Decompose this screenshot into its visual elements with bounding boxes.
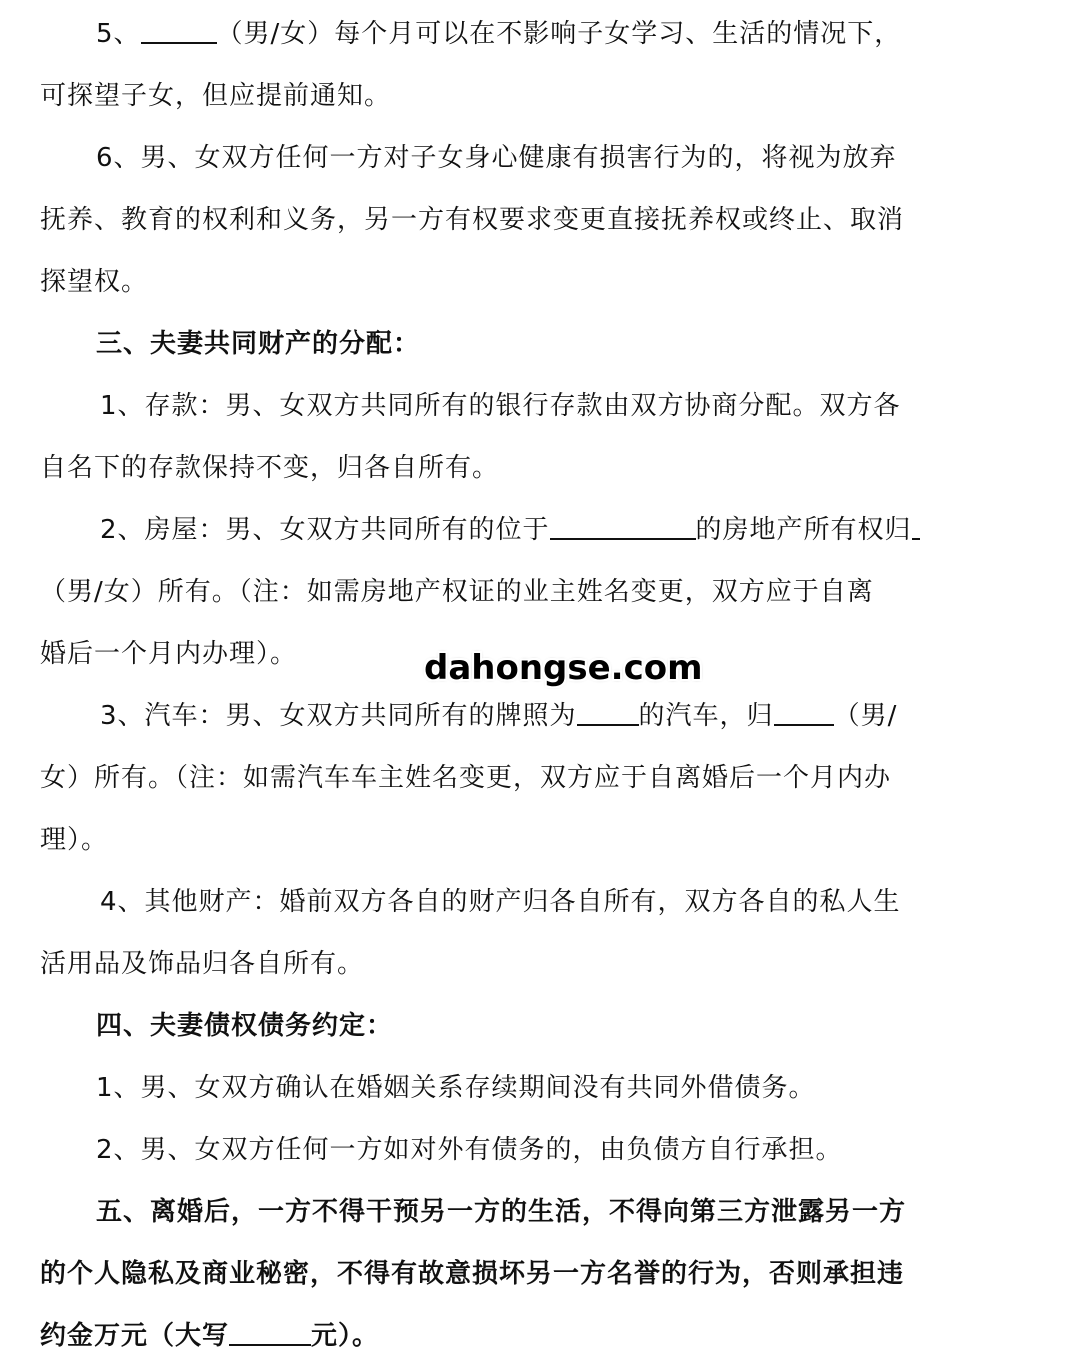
property-3-line-1 bbox=[100, 694, 1080, 738]
blank-underline bbox=[550, 508, 696, 540]
blank-underline bbox=[141, 12, 217, 44]
item-6-line-2: 抚养、教育的权利和义务，另一方有权要求变更直接抚养权或终止、取消 bbox=[40, 205, 905, 235]
watermark: dahongse.com bbox=[424, 648, 703, 688]
debt-2-line: 2、男、女双方任何一方如对外有债务的，由负债方自行承担。 bbox=[96, 1135, 843, 1165]
blank-underline bbox=[912, 508, 920, 540]
blank-underline bbox=[577, 694, 639, 726]
section-5-line-2: 的个人隐私及商业秘密，不得有故意损坏另一方名誉的行为，否则承担违 bbox=[40, 1259, 905, 1289]
property-2-line-1 bbox=[100, 508, 1080, 552]
property-2-line-3: 婚后一个月内办理）。 bbox=[40, 639, 298, 669]
section-5-line-1: 五、离婚后，一方不得干预另一方的生活，不得向第三方泄露另一方 bbox=[96, 1197, 907, 1227]
text: （男/女）每个月可以在不影响子女学习、生活的情况下， bbox=[216, 19, 902, 49]
item-6-line-1: 6、男、女双方任何一方对子女身心健康有损害行为的，将视为放弃 bbox=[96, 143, 897, 173]
item-5-line-2: 可探望子女，但应提前通知。 bbox=[40, 81, 392, 111]
property-1-line-1: 1、存款：男、女双方共同所有的银行存款由双方协商分配。双方各 bbox=[100, 391, 901, 421]
text: 的汽车，归 bbox=[638, 701, 774, 731]
property-4-line-1: 4、其他财产：婚前双方各自的财产归各自所有，双方各自的私人生 bbox=[100, 887, 901, 917]
debt-1-line: 1、男、女双方确认在婚姻关系存续期间没有共同外借债务。 bbox=[96, 1073, 816, 1103]
property-4-line-2: 活用品及饰品归各自所有。 bbox=[40, 949, 365, 979]
property-3-line-2: 女）所有。（注：如需汽车车主姓名变更，双方应于自离婚后一个月内办 bbox=[40, 763, 892, 793]
text: 元）。 bbox=[311, 1321, 380, 1351]
text: 2、房屋：男、女双方共同所有的位于 bbox=[100, 515, 550, 545]
text: 5、 bbox=[96, 19, 141, 49]
text: 约金万元（大写 bbox=[40, 1321, 230, 1351]
property-1-line-2: 自名下的存款保持不变，归各自所有。 bbox=[40, 453, 500, 483]
property-2-line-2: （男/女）所有。（注：如需房地产权证的业主姓名变更，双方应于自离 bbox=[40, 577, 874, 607]
text: 3、汽车：男、女双方共同所有的牌照为 bbox=[100, 701, 577, 731]
item-6-line-3: 探望权。 bbox=[40, 267, 149, 297]
section-5-line-3 bbox=[40, 1314, 1060, 1358]
section-3-heading: 三、夫妻共同财产的分配： bbox=[96, 329, 421, 359]
blank-underline bbox=[229, 1314, 311, 1346]
property-3-line-3: 理）。 bbox=[40, 825, 109, 855]
blank-underline bbox=[774, 694, 834, 726]
text: 的房地产所有权归 bbox=[695, 515, 912, 545]
text: （男/ bbox=[833, 701, 898, 731]
item-5-line-1 bbox=[96, 12, 1080, 56]
section-4-heading: 四、夫妻债权债务约定： bbox=[96, 1011, 394, 1041]
